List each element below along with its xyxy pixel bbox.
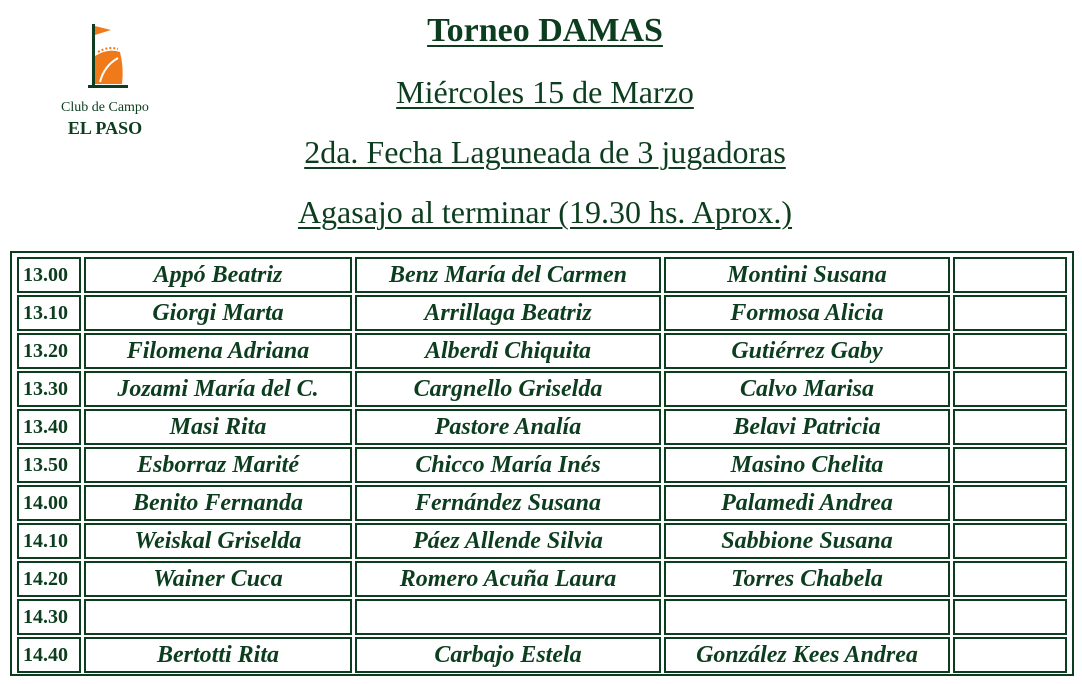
player-3: Masino Chelita [664,447,950,483]
table-row [17,447,1067,483]
table-row [17,333,1067,369]
player-3: Calvo Marisa [664,371,950,407]
player-2: Carbajo Estela [355,637,661,673]
player-3: Belavi Patricia [664,409,950,445]
player-3: Torres Chabela [664,561,950,597]
player-1: Bertotti Rita [84,637,352,673]
extra-cell [953,637,1067,673]
player-1: Filomena Adriana [84,333,352,369]
schedule-body [17,257,1067,673]
tee-time: 13.40 [17,409,81,445]
player-3: Gutiérrez Gaby [664,333,950,369]
player-3: González Kees Andrea [664,637,950,673]
tournament-date: Miércoles 15 de Marzo [396,74,694,110]
extra-cell [953,257,1067,293]
schedule-table [10,251,1074,676]
tee-time: 13.20 [17,333,81,369]
player-2: Pastore Analía [355,409,661,445]
extra-cell [953,371,1067,407]
table-row [17,371,1067,407]
tee-time: 13.10 [17,295,81,331]
extra-cell [953,561,1067,597]
player-2: Benz María del Carmen [355,257,661,293]
schedule-grid [14,255,1070,675]
player-2: Fernández Susana [355,485,661,521]
player-1: Giorgi Marta [84,295,352,331]
table-row [17,599,1067,635]
tee-time: 13.00 [17,257,81,293]
tee-time: 13.30 [17,371,81,407]
table-row [17,485,1067,521]
player-1: Wainer Cuca [84,561,352,597]
extra-cell [953,333,1067,369]
club-title: EL PASO [67,118,143,138]
table-row [17,257,1067,293]
tee-time: 14.10 [17,523,81,559]
player-1: Benito Fernanda [84,485,352,521]
tee-time: 13.50 [17,447,81,483]
tee-time: 14.20 [17,561,81,597]
extra-cell [953,485,1067,521]
player-3: Palamedi Andrea [664,485,950,521]
player-2: Romero Acuña Laura [355,561,661,597]
player-2: Arrillaga Beatriz [355,295,661,331]
player-3: Montini Susana [664,257,950,293]
player-3: Formosa Alicia [664,295,950,331]
table-row [17,637,1067,673]
player-1: Weiskal Griselda [84,523,352,559]
table-row [17,561,1067,597]
player-3: Sabbione Susana [664,523,950,559]
player-1: Appó Beatriz [84,257,352,293]
tournament-note: Agasajo al terminar (19.30 hs. Aprox.) [297,194,793,230]
tee-time: 14.00 [17,485,81,521]
table-row [17,523,1067,559]
table-row [17,409,1067,445]
golf-flag-sail-icon [78,22,134,94]
tournament-round: 2da. Fecha Laguneada de 3 jugadoras [304,134,786,170]
extra-cell [953,447,1067,483]
extra-cell [953,295,1067,331]
club-logo [50,20,160,140]
player-2: Alberdi Chiquita [355,333,661,369]
player-1: Jozami María del C. [84,371,352,407]
tournament-title: Torneo DAMAS [427,12,663,49]
player-1: Masi Rita [84,409,352,445]
club-name: Club de Campo [61,100,149,115]
player-2 [355,599,661,635]
extra-cell [953,409,1067,445]
player-2: Chicco María Inés [355,447,661,483]
player-1: Esborraz Marité [84,447,352,483]
extra-cell [953,599,1067,635]
player-3 [664,599,950,635]
tee-time: 14.40 [17,637,81,673]
extra-cell [953,523,1067,559]
player-2: Cargnello Griselda [355,371,661,407]
player-2: Páez Allende Silvia [355,523,661,559]
tee-time: 14.30 [17,599,81,635]
table-row [17,295,1067,331]
player-1 [84,599,352,635]
